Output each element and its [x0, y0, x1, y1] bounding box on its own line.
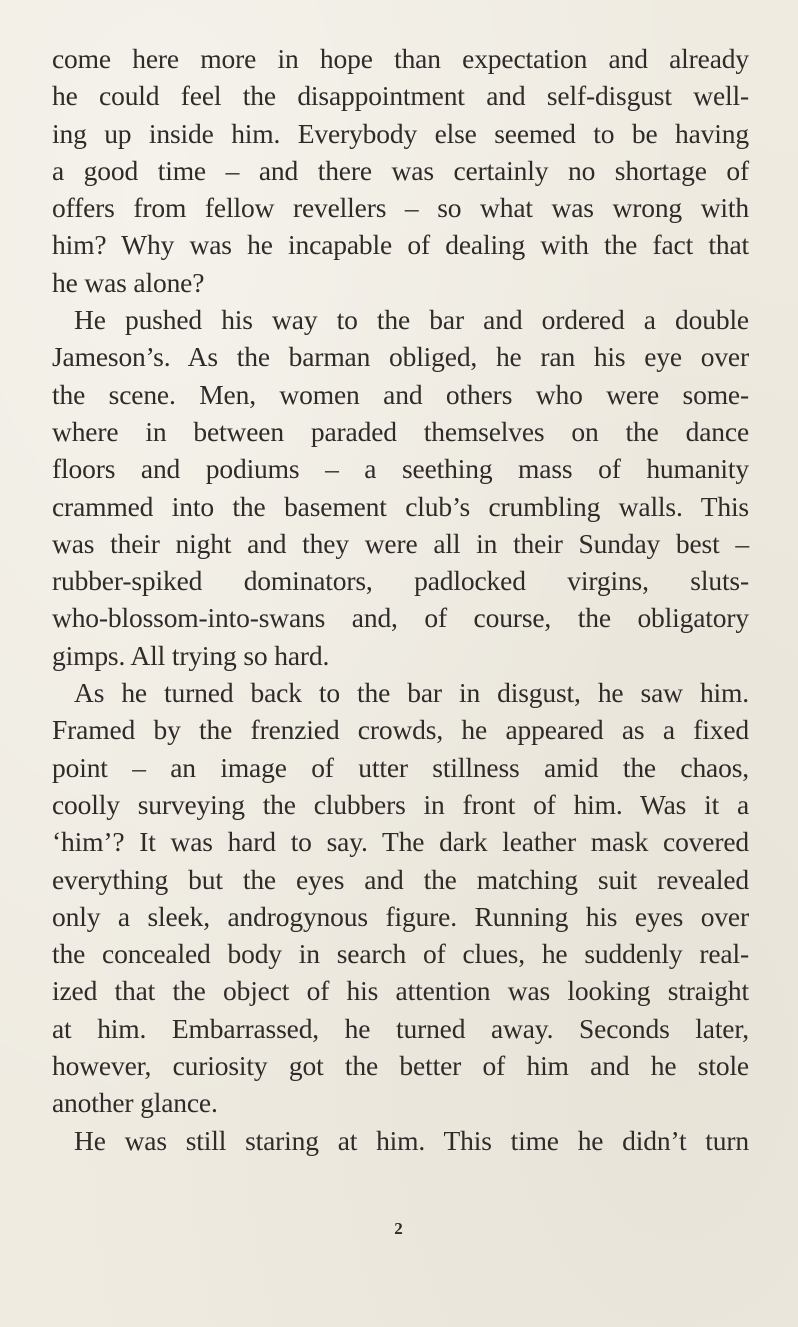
text-line: come here more in hope than expectation and already	[52, 43, 749, 74]
text-line: where in between paraded themselves on the dance	[52, 415, 749, 447]
text-line: him? Why was he incapable of dealing with the fact that	[52, 229, 749, 261]
text-line: only a sleek, androgynous figure. Running his eyes over	[52, 900, 749, 932]
text-line: point – an image of utter stillness amid the chaos,	[52, 751, 749, 783]
text-line: the concealed body in search of clues, he suddenly real-	[52, 938, 749, 970]
text-line: rubber-spiked dominators, padlocked virgins, sluts-	[52, 565, 749, 597]
text-line: another glance.	[52, 1087, 218, 1119]
text-line: ‘him’? It was hard to say. The dark leather mask covered	[52, 826, 749, 858]
text-line: at him. Embarrassed, he turned away. Seconds later,	[52, 1012, 749, 1044]
text-line: floors and podiums – a seething mass of humanity	[52, 453, 749, 485]
text-line: Jameson’s. As the barman obliged, he ran his eye over	[52, 341, 749, 373]
text-line: he was alone?	[52, 266, 205, 298]
text-line: ized that the object of his attention was looking straight	[52, 975, 749, 1007]
text-line: everything but the eyes and the matching suit revealed	[52, 863, 749, 895]
page-number: 2	[394, 1219, 404, 1238]
body-text	[52, 40, 749, 1159]
text-line: a good time – and there was certainly no shortage of	[52, 154, 749, 186]
text-line: who-blossom-into-swans and, of course, the obligatory	[52, 602, 749, 634]
text-line: coolly surveying the clubbers in front of him. Was it a	[52, 788, 749, 820]
text-line: was their night and they were all in their Sunday best –	[52, 527, 749, 559]
text-line: crammed into the basement club’s crumbling walls. This	[52, 490, 749, 522]
text-line: ing up inside him. Everybody else seemed to be having	[52, 117, 749, 149]
text-line: gimps. All trying so hard.	[52, 639, 330, 671]
text-line: He pushed his way to the bar and ordered a double	[74, 304, 749, 336]
text-line: He was still staring at him. This time he didn’t turn	[74, 1124, 749, 1156]
text-line: however, curiosity got the better of him and he stole	[52, 1050, 749, 1082]
text-line: the scene. Men, women and others who were some-	[52, 378, 749, 410]
text-line: he could feel the disappointment and self-disgust well-	[52, 80, 749, 112]
text-line: As he turned back to the bar in disgust, he saw him.	[74, 677, 749, 709]
text-line: offers from fellow revellers – so what was wrong with	[52, 192, 749, 224]
text-line: Framed by the frenzied crowds, he appeared as a fixed	[52, 714, 749, 746]
